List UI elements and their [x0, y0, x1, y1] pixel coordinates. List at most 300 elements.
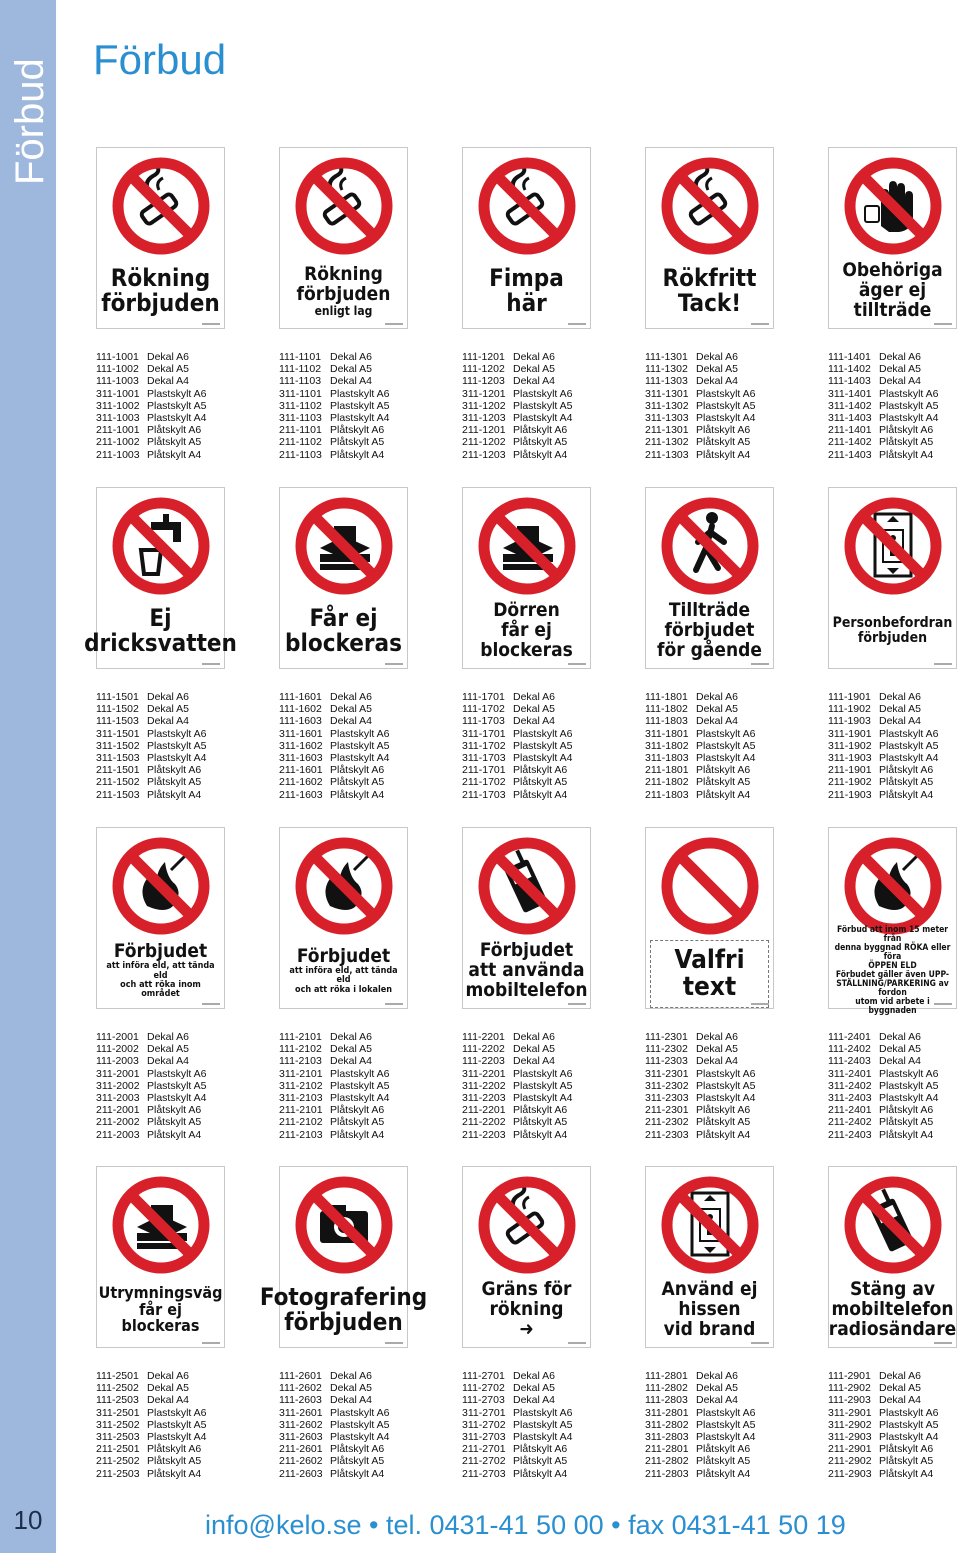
article-variant: Dekal A6	[513, 351, 556, 363]
sign-card	[645, 487, 774, 669]
article-variant: Plåtskylt A5	[147, 436, 202, 449]
article-variant: Dekal A5	[696, 1382, 739, 1395]
article-number: 211-2203	[462, 1128, 506, 1141]
article-number: 311-2901	[828, 1406, 872, 1419]
article-number: 111-1002	[96, 363, 139, 376]
article-variant: Dekal A6	[696, 351, 739, 363]
code-row	[462, 1394, 612, 1406]
article-number: 211-1103	[279, 448, 322, 461]
article-variant: Plåtskylt A6	[513, 1443, 568, 1456]
code-row	[645, 412, 795, 424]
code-row	[96, 388, 246, 400]
article-variant: Dekal A6	[147, 351, 190, 363]
sign-card	[96, 1166, 225, 1348]
code-row	[96, 449, 246, 461]
code-row	[645, 1080, 795, 1092]
article-variant: Plåtskylt A4	[147, 448, 202, 461]
article-number: 211-1702	[462, 776, 506, 789]
cigarette-icon	[477, 1175, 577, 1275]
code-row	[279, 400, 429, 412]
code-row	[828, 703, 960, 715]
article-codes	[645, 1370, 795, 1480]
article-number: 311-2402	[828, 1079, 872, 1092]
article-number: 311-2301	[645, 1067, 689, 1080]
article-variant: Plåtskylt A6	[513, 424, 568, 437]
article-number: 311-1402	[828, 399, 872, 412]
article-variant: Dekal A6	[330, 351, 373, 363]
code-row	[279, 1092, 429, 1104]
sign-card	[84, 487, 237, 669]
sign-caption	[467, 1279, 586, 1341]
sign-caption-line: hissen	[678, 1298, 741, 1321]
article-number: 311-2803	[645, 1431, 689, 1444]
code-row	[462, 1419, 612, 1431]
code-row	[645, 424, 795, 436]
code-row	[828, 752, 960, 764]
article-variant: Plastskylt A6	[513, 387, 573, 400]
code-row	[462, 1382, 612, 1394]
article-codes	[462, 1031, 612, 1141]
article-variant: Plastskylt A5	[147, 739, 207, 752]
fine-print	[568, 663, 586, 665]
code-row	[828, 388, 960, 400]
sign-caption-line: förbjuden	[101, 289, 220, 317]
article-number: 311-1202	[462, 399, 506, 412]
article-variant: Dekal A6	[147, 1031, 190, 1043]
article-number: 311-1403	[828, 412, 872, 425]
article-number: 211-1801	[645, 764, 689, 777]
article-number: 311-1603	[279, 752, 323, 765]
article-number: 111-1903	[828, 715, 871, 728]
code-row	[645, 752, 795, 764]
sign-caption	[828, 1278, 957, 1341]
sign-caption-line: får ej blockeras	[121, 1299, 200, 1336]
article-variant: Plåtskylt A4	[879, 1467, 934, 1480]
article-number: 211-2102	[279, 1116, 323, 1129]
sign-caption	[467, 940, 586, 1002]
article-codes	[462, 351, 612, 461]
code-row	[828, 1104, 960, 1116]
article-variant: Dekal A5	[696, 703, 739, 716]
article-number: 211-2701	[462, 1443, 506, 1456]
article-number: 311-2102	[279, 1079, 323, 1092]
code-row	[462, 351, 612, 363]
article-variant: Dekal A5	[696, 363, 739, 376]
code-row	[462, 715, 612, 727]
code-row	[828, 1370, 960, 1382]
article-number: 111-1202	[462, 363, 505, 376]
sign-caption-line: Förbjudet	[296, 944, 391, 967]
code-row	[828, 1455, 960, 1467]
article-variant: Plastskylt A6	[879, 727, 939, 740]
article-variant: Plåtskylt A5	[879, 1455, 934, 1468]
article-variant: Plastskylt A6	[513, 727, 573, 740]
code-row	[645, 449, 795, 461]
article-variant: Plåtskylt A6	[696, 764, 751, 777]
article-number: 311-1102	[279, 399, 322, 412]
sign-caption-line: Tack!	[677, 289, 742, 317]
article-variant: Dekal A4	[330, 1055, 373, 1068]
code-row	[279, 740, 429, 752]
article-variant: Plastskylt A4	[513, 1431, 573, 1444]
sign-caption	[259, 1279, 428, 1341]
article-variant: Dekal A5	[513, 363, 556, 376]
sign-caption	[98, 1279, 223, 1341]
article-number: 111-1501	[96, 691, 139, 703]
article-number: 211-2101	[279, 1104, 323, 1117]
code-row	[279, 375, 429, 387]
fine-print	[202, 1342, 220, 1344]
article-number: 111-2502	[96, 1382, 139, 1395]
article-number: 111-2403	[828, 1055, 871, 1068]
code-row	[279, 363, 429, 375]
sign-card	[828, 1166, 957, 1348]
code-row	[645, 1092, 795, 1104]
code-row	[645, 789, 795, 801]
sign-caption-line: blockeras	[285, 629, 402, 657]
article-number: 311-2703	[462, 1431, 506, 1444]
article-variant: Plåtskylt A5	[147, 1455, 202, 1468]
fine-print	[751, 323, 769, 325]
article-number: 311-1203	[462, 412, 506, 425]
code-row	[462, 1031, 612, 1043]
article-number: 311-1501	[96, 727, 140, 740]
article-variant: Dekal A6	[147, 1370, 190, 1382]
article-variant: Plastskylt A4	[696, 1092, 756, 1105]
article-number: 311-1601	[279, 727, 323, 740]
code-row	[279, 388, 429, 400]
sign-caption-line: tillträde	[853, 298, 932, 321]
article-variant: Plastskylt A5	[330, 1418, 390, 1431]
article-number: 111-1302	[645, 363, 688, 376]
article-number: 211-1102	[279, 436, 322, 449]
article-variant: Plastskylt A5	[879, 1079, 939, 1092]
article-variant: Plåtskylt A6	[879, 764, 934, 777]
fine-print	[934, 663, 952, 665]
article-number: 211-2002	[96, 1116, 140, 1129]
article-variant: Plastskylt A4	[696, 412, 756, 425]
code-row	[96, 764, 246, 776]
code-row	[96, 1455, 246, 1467]
code-row	[828, 715, 960, 727]
sign-caption-line: förbjuden	[296, 282, 391, 305]
article-number: 211-2902	[828, 1455, 872, 1468]
code-row	[462, 449, 612, 461]
code-row	[828, 1407, 960, 1419]
article-variant: Plastskylt A6	[879, 1406, 939, 1419]
fine-print	[385, 1003, 403, 1005]
article-variant: Plastskylt A6	[330, 387, 390, 400]
article-number: 111-2803	[645, 1394, 688, 1407]
code-row	[828, 1443, 960, 1455]
sign-caption	[833, 925, 952, 1016]
article-variant: Dekal A4	[696, 715, 739, 728]
article-number: 111-1702	[462, 703, 505, 716]
article-variant: Plastskylt A6	[147, 1406, 207, 1419]
article-codes	[96, 351, 246, 461]
article-variant: Dekal A4	[696, 1394, 739, 1407]
code-row	[645, 1031, 795, 1043]
sign-caption-line: att införa eld, att tända eld	[289, 965, 398, 986]
article-variant: Plastskylt A4	[147, 1092, 207, 1105]
article-variant: Plåtskylt A5	[879, 776, 934, 789]
article-number: 111-2302	[645, 1043, 688, 1056]
article-variant: Dekal A6	[513, 1370, 556, 1382]
article-number: 311-1002	[96, 399, 140, 412]
article-codes	[279, 1031, 429, 1141]
fine-print	[568, 1342, 586, 1344]
article-variant: Plastskylt A5	[147, 399, 207, 412]
code-row	[645, 388, 795, 400]
article-number: 211-2003	[96, 1128, 140, 1141]
article-number: 111-2901	[828, 1370, 871, 1382]
sign-caption-line: Rökfritt	[662, 263, 757, 292]
code-row	[96, 1129, 246, 1141]
article-number: 311-2203	[462, 1092, 506, 1105]
code-row	[96, 1043, 246, 1055]
article-variant: Dekal A6	[513, 691, 556, 703]
article-variant: Plåtskylt A5	[696, 1455, 751, 1468]
article-number: 111-1003	[96, 375, 139, 388]
article-variant: Plåtskylt A4	[330, 1467, 385, 1480]
code-row	[96, 375, 246, 387]
article-number: 311-1201	[462, 387, 506, 400]
code-row	[96, 400, 246, 412]
code-row	[645, 703, 795, 715]
article-number: 311-1903	[828, 752, 872, 765]
article-variant: Dekal A6	[696, 1031, 739, 1043]
sign-caption-line: här	[506, 289, 547, 317]
code-row	[645, 1443, 795, 1455]
article-number: 211-2401	[828, 1104, 872, 1117]
sign-caption-line: att införa eld, att tända eld	[106, 961, 215, 981]
pallet-icon	[111, 1175, 211, 1275]
sign-caption-line: dricksvatten	[84, 629, 237, 657]
article-number: 111-1402	[828, 363, 871, 376]
code-row	[462, 388, 612, 400]
article-variant: Plåtskylt A6	[513, 1104, 568, 1117]
sign-card	[462, 827, 591, 1009]
article-number: 311-1101	[279, 387, 322, 400]
sign-card	[96, 147, 225, 329]
code-row	[279, 412, 429, 424]
article-variant: Plåtskylt A4	[696, 1467, 751, 1480]
article-number: 111-2401	[828, 1031, 871, 1043]
article-codes	[279, 691, 429, 801]
article-variant: Dekal A6	[879, 351, 922, 363]
sign-card	[259, 1166, 428, 1348]
article-variant: Plastskylt A6	[330, 727, 390, 740]
article-number: 311-2503	[96, 1431, 140, 1444]
article-variant: Plåtskylt A6	[696, 1443, 751, 1456]
article-number: 211-2503	[96, 1467, 140, 1480]
sign-caption-line: text	[682, 972, 737, 1002]
fine-print	[385, 1342, 403, 1344]
article-codes	[828, 1031, 960, 1141]
article-number: 211-2603	[279, 1467, 323, 1480]
sign-caption-line: blockeras	[480, 638, 573, 661]
article-number: 111-2603	[279, 1394, 322, 1407]
sign-caption-line: Förbjudet	[479, 939, 574, 962]
article-variant: Dekal A5	[147, 1382, 190, 1395]
article-number: 111-1602	[279, 703, 322, 716]
code-row	[645, 764, 795, 776]
article-number: 111-1603	[279, 715, 322, 728]
article-variant: Plåtskylt A4	[879, 448, 934, 461]
article-variant: Dekal A4	[696, 1055, 739, 1068]
article-number: 211-1803	[645, 788, 689, 801]
cigarette-icon	[660, 156, 760, 256]
sign-caption-line: och att röka i lokalen	[295, 984, 392, 995]
code-row	[462, 1129, 612, 1141]
code-row	[279, 752, 429, 764]
article-number: 311-2501	[96, 1406, 140, 1419]
code-row	[828, 691, 960, 703]
article-number: 211-1002	[96, 436, 140, 449]
article-variant: Plåtskylt A5	[147, 1116, 202, 1129]
fine-print	[385, 663, 403, 665]
article-variant: Plåtskylt A4	[513, 1467, 568, 1480]
code-row	[828, 1129, 960, 1141]
article-number: 311-2601	[279, 1406, 323, 1419]
code-row	[645, 1419, 795, 1431]
article-number: 211-1701	[462, 764, 506, 777]
code-row	[828, 363, 960, 375]
article-variant: Dekal A6	[879, 1370, 922, 1382]
article-number: 111-2003	[96, 1055, 139, 1068]
article-codes	[645, 351, 795, 461]
article-variant: Dekal A4	[513, 1055, 556, 1068]
code-row	[645, 776, 795, 788]
article-variant: Plastskylt A4	[513, 412, 573, 425]
article-number: 211-1503	[96, 788, 140, 801]
article-variant: Dekal A4	[147, 715, 190, 728]
article-variant: Plåtskylt A5	[330, 1116, 385, 1129]
code-row	[462, 1104, 612, 1116]
code-row	[279, 1407, 429, 1419]
article-number: 211-2601	[279, 1443, 323, 1456]
article-number: 211-1501	[96, 764, 140, 777]
article-number: 211-1901	[828, 764, 872, 777]
article-codes	[279, 351, 429, 461]
sign-caption-line: Dörren	[493, 599, 560, 622]
article-variant: Plastskylt A6	[513, 1406, 573, 1419]
article-number: 211-1303	[645, 448, 689, 461]
article-number: 111-1403	[828, 375, 871, 388]
article-number: 211-1202	[462, 436, 506, 449]
article-variant: Plastskylt A5	[879, 739, 939, 752]
article-variant: Dekal A6	[330, 1031, 373, 1043]
code-row	[828, 728, 960, 740]
code-row	[279, 1080, 429, 1092]
article-codes	[828, 691, 960, 801]
sign-caption-line: ➜	[519, 1317, 534, 1340]
article-codes	[645, 691, 795, 801]
code-row	[645, 691, 795, 703]
article-variant: Dekal A6	[330, 1370, 373, 1382]
article-number: 211-2303	[645, 1128, 689, 1141]
article-variant: Plåtskylt A4	[330, 788, 385, 801]
article-variant: Plastskylt A4	[879, 412, 939, 425]
article-variant: Dekal A4	[879, 1394, 922, 1407]
article-variant: Plastskylt A5	[696, 1418, 756, 1431]
article-number: 311-2101	[279, 1067, 323, 1080]
article-number: 211-2703	[462, 1467, 506, 1480]
article-variant: Plåtskylt A6	[696, 424, 751, 437]
article-variant: Plåtskylt A6	[330, 764, 385, 777]
code-row	[462, 1468, 612, 1480]
article-variant: Plastskylt A6	[147, 727, 207, 740]
article-number: 111-2001	[96, 1031, 139, 1043]
article-number: 111-2801	[645, 1370, 688, 1382]
fine-print	[202, 663, 220, 665]
article-variant: Dekal A6	[513, 1031, 556, 1043]
article-number: 311-2701	[462, 1406, 506, 1419]
code-row	[828, 1043, 960, 1055]
article-number: 311-2602	[279, 1418, 323, 1431]
article-variant: Dekal A6	[147, 691, 190, 703]
article-number: 211-1001	[96, 424, 140, 437]
sign-card	[828, 147, 957, 329]
code-row	[462, 1080, 612, 1092]
article-variant: Plastskylt A5	[330, 399, 390, 412]
code-row	[96, 752, 246, 764]
article-variant: Plåtskylt A6	[330, 1443, 385, 1456]
mobile-phone-icon	[843, 1175, 943, 1275]
article-number: 311-1701	[462, 727, 506, 740]
code-row	[462, 1116, 612, 1128]
code-row	[279, 1431, 429, 1443]
fine-print	[751, 1342, 769, 1344]
code-row	[279, 728, 429, 740]
article-variant: Plastskylt A4	[513, 1092, 573, 1105]
article-variant: Plåtskylt A4	[330, 448, 385, 461]
code-row	[279, 776, 429, 788]
article-codes	[645, 1031, 795, 1141]
article-variant: Plåtskylt A4	[147, 1128, 202, 1141]
article-number: 111-2103	[279, 1055, 322, 1068]
sign-caption	[833, 600, 952, 662]
article-variant: Dekal A4	[330, 1394, 373, 1407]
sign-caption-line: vid brand	[663, 1317, 756, 1340]
sign-caption-line: för gående	[657, 638, 762, 661]
code-row	[279, 351, 429, 363]
article-number: 311-1901	[828, 727, 872, 740]
article-variant: Plastskylt A4	[330, 412, 390, 425]
article-number: 211-1302	[645, 436, 689, 449]
article-number: 311-1401	[828, 387, 872, 400]
article-variant: Plastskylt A5	[147, 1079, 207, 1092]
article-variant: Plastskylt A6	[696, 1406, 756, 1419]
article-variant: Plåtskylt A5	[696, 776, 751, 789]
code-row	[462, 703, 612, 715]
article-number: 211-1602	[279, 776, 323, 789]
article-number: 211-1201	[462, 424, 506, 437]
article-number: 111-1601	[279, 691, 322, 703]
code-row	[96, 1382, 246, 1394]
code-row	[828, 424, 960, 436]
code-row	[462, 1068, 612, 1080]
code-row	[462, 400, 612, 412]
article-number: 111-2101	[279, 1031, 322, 1043]
article-number: 311-2502	[96, 1418, 140, 1431]
code-row	[645, 715, 795, 727]
code-row	[828, 764, 960, 776]
article-variant: Plåtskylt A4	[696, 1128, 751, 1141]
code-row	[279, 715, 429, 727]
fine-print	[934, 323, 952, 325]
code-row	[96, 1370, 246, 1382]
